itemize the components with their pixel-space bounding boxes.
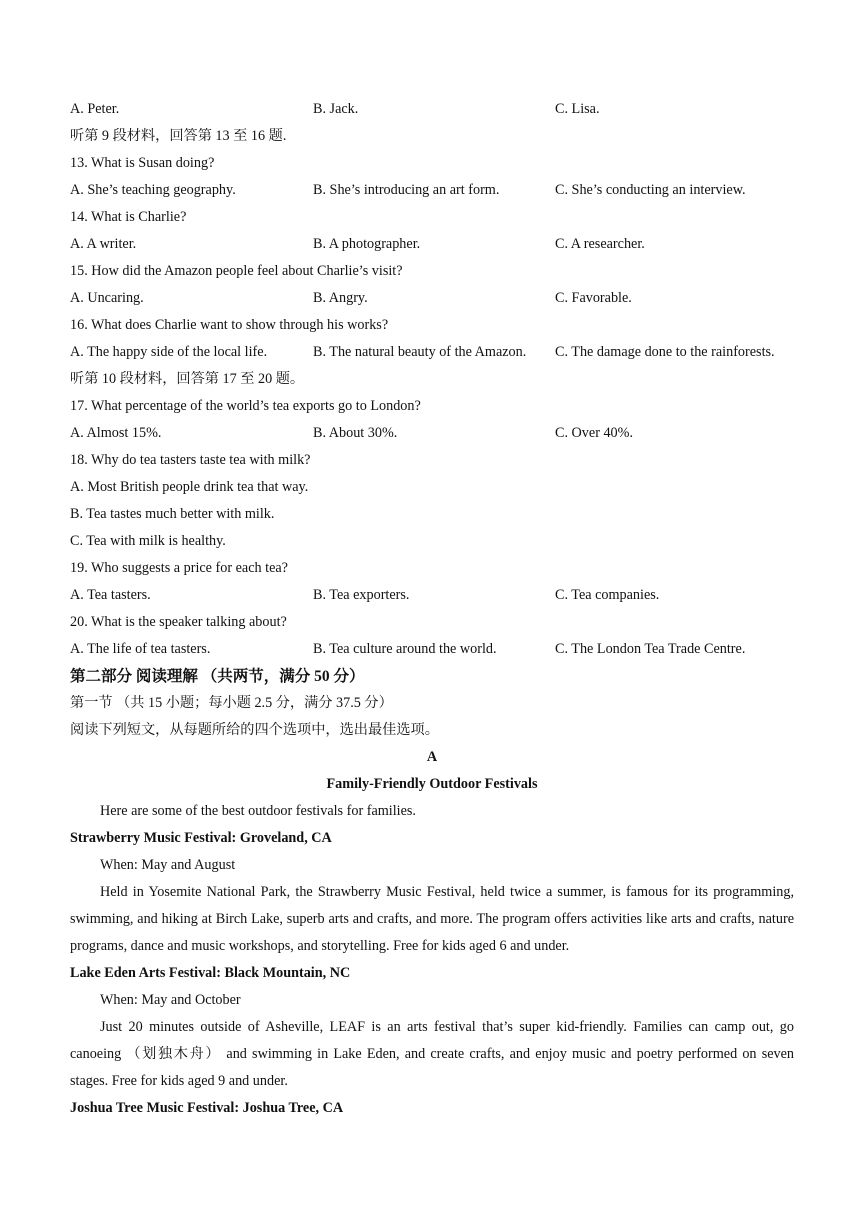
option-c: C. The damage done to the rainforests. [555, 344, 775, 360]
q15-question: 15. How did the Amazon people feel about Charlie’s visit? [70, 263, 403, 279]
exam-page [70, 96, 794, 1122]
q19-options [70, 582, 794, 609]
festival-description: Just 20 minutes outside of Asheville, LEAF is an arts festival that’s super kid-friendly. Families can camp out, go canoeing （划独木舟） and swimming in Lake Eden, and create crafts, and enjoy music and poetry performed on seven stages. Free for kids aged 9 and under. [70, 1019, 794, 1089]
q17-options [70, 420, 794, 447]
option-b: B. A photographer. [313, 236, 421, 252]
q18-option-a: A. Most British people drink tea that way. [70, 479, 309, 495]
festival-description: Held in Yosemite National Park, the Strawberry Music Festival, held twice a summer, is famous for its programming, swimming, and hiking at Birch Lake, superb arts and crafts, and more. The program offers activities like arts and crafts, nature programs, dance and music workshops, and storytelling. Free for kids aged 6 and under. [70, 884, 794, 954]
festival-name: Lake Eden Arts Festival: Black Mountain, NC [70, 965, 351, 981]
option-c: C. Lisa. [555, 101, 600, 117]
q16-question: 16. What does Charlie want to show through his works? [70, 317, 389, 333]
festival-name: Strawberry Music Festival: Groveland, CA [70, 830, 332, 846]
passage-title: Family-Friendly Outdoor Festivals [326, 776, 538, 792]
q14-options [70, 231, 794, 258]
q15-options [70, 285, 794, 312]
q14-question: 14. What is Charlie? [70, 209, 187, 225]
part2-heading: 第二部分 阅读理解 （共两节，满分 50 分） [70, 668, 365, 685]
section10-instruction: 听第 10 段材料，回答第 17 至 20 题。 [70, 371, 305, 387]
option-b: B. Jack. [313, 101, 359, 117]
q18-option-c: C. Tea with milk is healthy. [70, 533, 226, 549]
option-c: C. She’s conducting an interview. [555, 182, 746, 198]
option-c: C. Tea companies. [555, 587, 660, 603]
q18-option-b: B. Tea tastes much better with milk. [70, 506, 275, 522]
q12-options [70, 96, 794, 123]
option-b: B. The natural beauty of the Amazon. [313, 344, 527, 360]
section1-heading: 第一节 （共 15 小题；每小题 2.5 分，满分 37.5 分） [70, 695, 393, 711]
festival-name: Joshua Tree Music Festival: Joshua Tree, CA [70, 1100, 344, 1116]
option-c: C. Over 40%. [555, 425, 634, 441]
option-a: A. She’s teaching geography. [70, 182, 236, 198]
q20-question: 20. What is the speaker talking about? [70, 614, 287, 630]
q17-question: 17. What percentage of the world’s tea exports go to London? [70, 398, 421, 414]
option-a: A. The life of tea tasters. [70, 641, 211, 657]
option-a: A. A writer. [70, 236, 137, 252]
option-a: A. Uncaring. [70, 290, 144, 306]
option-b: B. About 30%. [313, 425, 398, 441]
q20-options [70, 636, 794, 663]
section9-instruction: 听第 9 段材料，回答第 13 至 16 题. [70, 128, 287, 144]
option-a: A. The happy side of the local life. [70, 344, 268, 360]
option-c: C. Favorable. [555, 290, 632, 306]
passage-intro: Here are some of the best outdoor festivals for families. [100, 803, 416, 819]
option-a: A. Peter. [70, 101, 120, 117]
festival-when: When: May and October [100, 992, 241, 1008]
option-a: A. Tea tasters. [70, 587, 151, 603]
option-a: A. Almost 15%. [70, 425, 162, 441]
reading-instruction: 阅读下列短文，从每题所给的四个选项中，选出最佳选项。 [70, 722, 439, 738]
q18-question: 18. Why do tea tasters taste tea with milk? [70, 452, 311, 468]
q13-options [70, 177, 794, 204]
q19-question: 19. Who suggests a price for each tea? [70, 560, 288, 576]
passage-letter: A [426, 749, 438, 765]
q13-question: 13. What is Susan doing? [70, 155, 215, 171]
festival-when: When: May and August [100, 857, 236, 873]
q16-options [70, 339, 794, 366]
option-b: B. Tea culture around the world. [313, 641, 497, 657]
option-c: C. A researcher. [555, 236, 645, 252]
option-b: B. Tea exporters. [313, 587, 410, 603]
option-b: B. She’s introducing an art form. [313, 182, 500, 198]
option-c: C. The London Tea Trade Centre. [555, 641, 746, 657]
option-b: B. Angry. [313, 290, 368, 306]
